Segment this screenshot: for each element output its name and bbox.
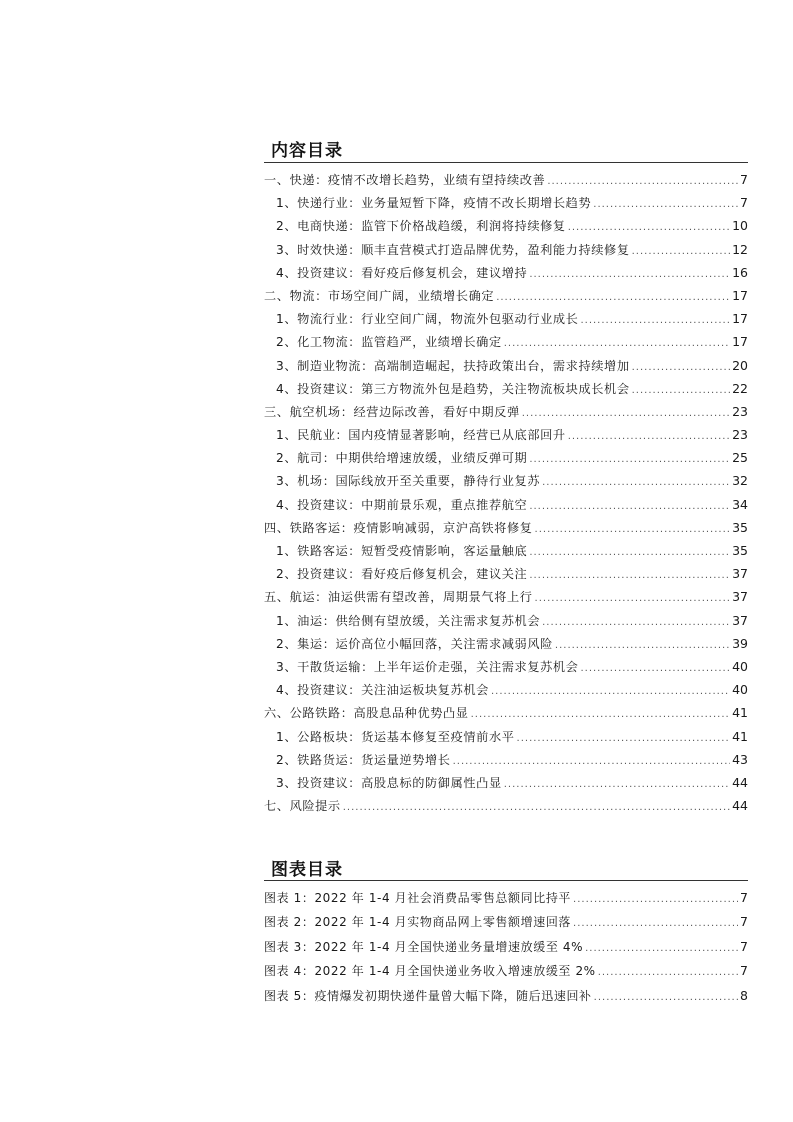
- toc-chapter-entry[interactable]: [264, 585, 748, 608]
- entry-title: 七、风险提示: [264, 799, 341, 814]
- figure-entry[interactable]: [264, 886, 748, 910]
- toc-section-entry[interactable]: [264, 446, 748, 469]
- entry-title: 2、化工物流：监管趋严，业绩增长确定: [276, 335, 502, 350]
- toc-section-entry[interactable]: [264, 539, 748, 562]
- dot-leader: [504, 332, 730, 353]
- toc-chapter-entry[interactable]: [264, 284, 748, 307]
- toc-section-entry[interactable]: [264, 261, 748, 284]
- entry-title: 三、航空机场：经营边际改善，看好中期反弹: [264, 404, 520, 419]
- toc-chapter-entry[interactable]: [264, 400, 748, 423]
- page-number: 7: [740, 172, 748, 187]
- page-number: 7: [740, 890, 748, 905]
- dot-leader: [555, 634, 730, 655]
- dot-leader: [598, 961, 738, 983]
- toc-section-entry[interactable]: [264, 655, 748, 678]
- toc-section-entry[interactable]: [264, 377, 748, 400]
- entry-title: 4、投资建议：第三方物流外包是趋势，关注物流板块成长机会: [276, 381, 630, 396]
- figure-entry[interactable]: [264, 910, 748, 934]
- dot-leader: [535, 518, 731, 539]
- page-number: 23: [732, 403, 748, 419]
- page-number: 17: [732, 287, 748, 303]
- dot-leader: [593, 193, 738, 214]
- page-number: 8: [740, 987, 748, 1003]
- dot-leader: [580, 309, 730, 330]
- entry-title: 四、铁路客运：疫情影响减弱，京沪高铁将修复: [264, 520, 533, 535]
- figure-entry[interactable]: [264, 959, 748, 983]
- toc-section-entry[interactable]: [264, 354, 748, 377]
- dot-leader: [542, 471, 730, 492]
- figures-title-rule: [264, 880, 748, 881]
- page-number: 35: [732, 543, 748, 558]
- entry-title: 2、航司：中期供给增速放缓，业绩反弹可期: [276, 451, 528, 466]
- page-number: 7: [740, 938, 748, 954]
- dot-leader: [568, 425, 730, 446]
- toc-section-entry[interactable]: [264, 493, 748, 516]
- dot-leader: [529, 541, 730, 562]
- entry-title: 1、公路板块：货运基本修复至疫情前水平: [276, 729, 515, 744]
- dot-leader: [491, 680, 730, 701]
- dot-leader: [632, 356, 730, 377]
- page-number: 10: [732, 218, 748, 234]
- dot-leader: [535, 587, 731, 608]
- page-number: 37: [732, 566, 748, 582]
- dot-leader: [547, 170, 738, 191]
- dot-leader: [568, 216, 730, 237]
- entry-title: 一、快递：疫情不改增长趋势，业绩有望持续改善: [264, 173, 546, 187]
- dot-leader: [522, 402, 730, 423]
- entry-title: 4、投资建议：关注油运板块复苏机会: [276, 683, 489, 698]
- page-number: 16: [732, 264, 748, 280]
- entry-title: 图表 4：2022 年 1-4 月全国快递业务收入增速放缓至 2%: [264, 964, 596, 979]
- dot-leader: [529, 448, 730, 469]
- page-number: 7: [740, 914, 748, 930]
- page-number: 43: [732, 751, 748, 767]
- page-number: 12: [732, 241, 748, 257]
- page-number: 7: [740, 963, 748, 979]
- entry-title: 图表 2：2022 年 1-4 月实物商品网上零售额增速回落: [264, 915, 572, 930]
- page-number: 32: [732, 473, 748, 489]
- toc-section-entry[interactable]: [264, 469, 748, 492]
- toc-section-entry[interactable]: [264, 330, 748, 353]
- contents-title: 内容目录: [271, 141, 343, 161]
- entry-title: 3、干散货运输：上半年运价走强，关注需求复苏机会: [276, 659, 579, 674]
- toc-section-entry[interactable]: [264, 307, 748, 330]
- page-number: 44: [732, 774, 748, 790]
- toc-section-entry[interactable]: [264, 423, 748, 446]
- entry-title: 图表 3：2022 年 1-4 月全国快递业务量增速放缓至 4%: [264, 939, 584, 954]
- page-number: 35: [732, 519, 748, 535]
- figure-entry[interactable]: [264, 984, 748, 1008]
- page-number: 34: [732, 496, 748, 512]
- entry-title: 3、投资建议：高股息标的防御属性凸显: [276, 775, 502, 790]
- toc-chapter-entry[interactable]: [264, 701, 748, 724]
- figures-title: 图表目录: [271, 860, 343, 880]
- page-number: 44: [732, 798, 748, 814]
- dot-leader: [529, 495, 730, 516]
- entry-title: 1、快递行业：业务量短暂下降，疫情不改长期增长趋势: [276, 196, 592, 211]
- entry-title: 1、铁路客运：短暂受疫情影响，客运量触底: [276, 544, 528, 558]
- toc-chapter-entry[interactable]: [264, 516, 748, 539]
- dot-leader: [573, 888, 738, 910]
- dot-leader: [453, 750, 731, 771]
- entry-title: 3、机场：国际线放开至关重要，静待行业复苏: [276, 474, 541, 489]
- dot-leader: [632, 240, 730, 261]
- dot-leader: [504, 773, 730, 794]
- toc-chapter-entry[interactable]: [264, 168, 748, 191]
- entry-title: 六、公路铁路：高股息品种优势凸显: [264, 706, 469, 721]
- entry-title: 4、投资建议：中期前景乐观，重点推荐航空: [276, 497, 528, 512]
- page-number: 17: [732, 334, 748, 350]
- toc-section-entry[interactable]: [264, 678, 748, 701]
- dot-leader: [471, 703, 730, 724]
- entry-title: 图表 1：2022 年 1-4 月社会消费品零售总额同比持平: [264, 891, 572, 905]
- page-number: 40: [732, 682, 748, 698]
- page-number: 17: [732, 311, 748, 327]
- page-number: 20: [732, 357, 748, 373]
- page-number: 39: [732, 635, 748, 651]
- toc-section-entry[interactable]: [264, 214, 748, 237]
- entry-title: 4、投资建议：看好疫后修复机会，建议增持: [276, 265, 528, 280]
- figure-entry[interactable]: [264, 935, 748, 959]
- toc-section-entry[interactable]: [264, 238, 748, 261]
- dot-leader: [573, 912, 738, 934]
- entry-title: 3、时效快递：顺丰直营模式打造品牌优势，盈利能力持续修复: [276, 242, 630, 257]
- toc-section-entry[interactable]: [264, 771, 748, 794]
- page-number: 40: [732, 658, 748, 674]
- entry-title: 1、物流行业：行业空间广阔，物流外包驱动行业成长: [276, 312, 579, 327]
- dot-leader: [343, 796, 730, 817]
- page-number: 41: [732, 705, 748, 721]
- page-number: 25: [732, 450, 748, 466]
- dot-leader: [632, 379, 730, 400]
- dot-leader: [594, 986, 738, 1008]
- page-number: 22: [732, 380, 748, 396]
- figures-list: [264, 886, 748, 1008]
- toc-chapter-entry[interactable]: [264, 794, 748, 817]
- dot-leader: [542, 611, 730, 632]
- page-number: 37: [732, 612, 748, 628]
- entry-title: 图表 5：疫情爆发初期快递件量曾大幅下降，随后迅速回补: [264, 988, 592, 1003]
- toc-section-entry[interactable]: [264, 748, 748, 771]
- entry-title: 1、油运：供给侧有望放缓，关注需求复苏机会: [276, 613, 541, 628]
- dot-leader: [517, 727, 731, 748]
- dot-leader: [496, 286, 730, 307]
- page-number: 23: [732, 427, 748, 443]
- contents-list: [264, 168, 748, 817]
- contents-title-rule: [264, 162, 748, 163]
- entry-title: 2、集运：运价高位小幅回落，关注需求减弱风险: [276, 636, 553, 651]
- page-number: 41: [732, 728, 748, 744]
- dot-leader: [529, 263, 730, 284]
- entry-title: 2、铁路货运：货运量逆势增长: [276, 752, 451, 767]
- entry-title: 3、制造业物流：高端制造崛起，扶持政策出台，需求持续增加: [276, 358, 630, 373]
- entry-title: 2、投资建议：看好疫后修复机会，建议关注: [276, 567, 528, 582]
- toc-section-entry[interactable]: [264, 562, 748, 585]
- page-number: 7: [740, 195, 748, 211]
- dot-leader: [585, 937, 738, 959]
- toc-section-entry[interactable]: [264, 191, 748, 214]
- entry-title: 1、民航业：国内疫情显著影响，经营已从底部回升: [276, 428, 566, 443]
- toc-section-entry[interactable]: [264, 632, 748, 655]
- dot-leader: [580, 657, 730, 678]
- entry-title: 2、电商快递：监管下价格战趋缓，利润将持续修复: [276, 219, 566, 234]
- toc-section-entry[interactable]: [264, 609, 748, 632]
- page-number: 37: [732, 589, 748, 605]
- entry-title: 二、物流：市场空间广阔，业绩增长确定: [264, 288, 495, 303]
- dot-leader: [529, 564, 730, 585]
- entry-title: 五、航运：油运供需有望改善，周期景气将上行: [264, 590, 533, 605]
- toc-section-entry[interactable]: [264, 725, 748, 748]
